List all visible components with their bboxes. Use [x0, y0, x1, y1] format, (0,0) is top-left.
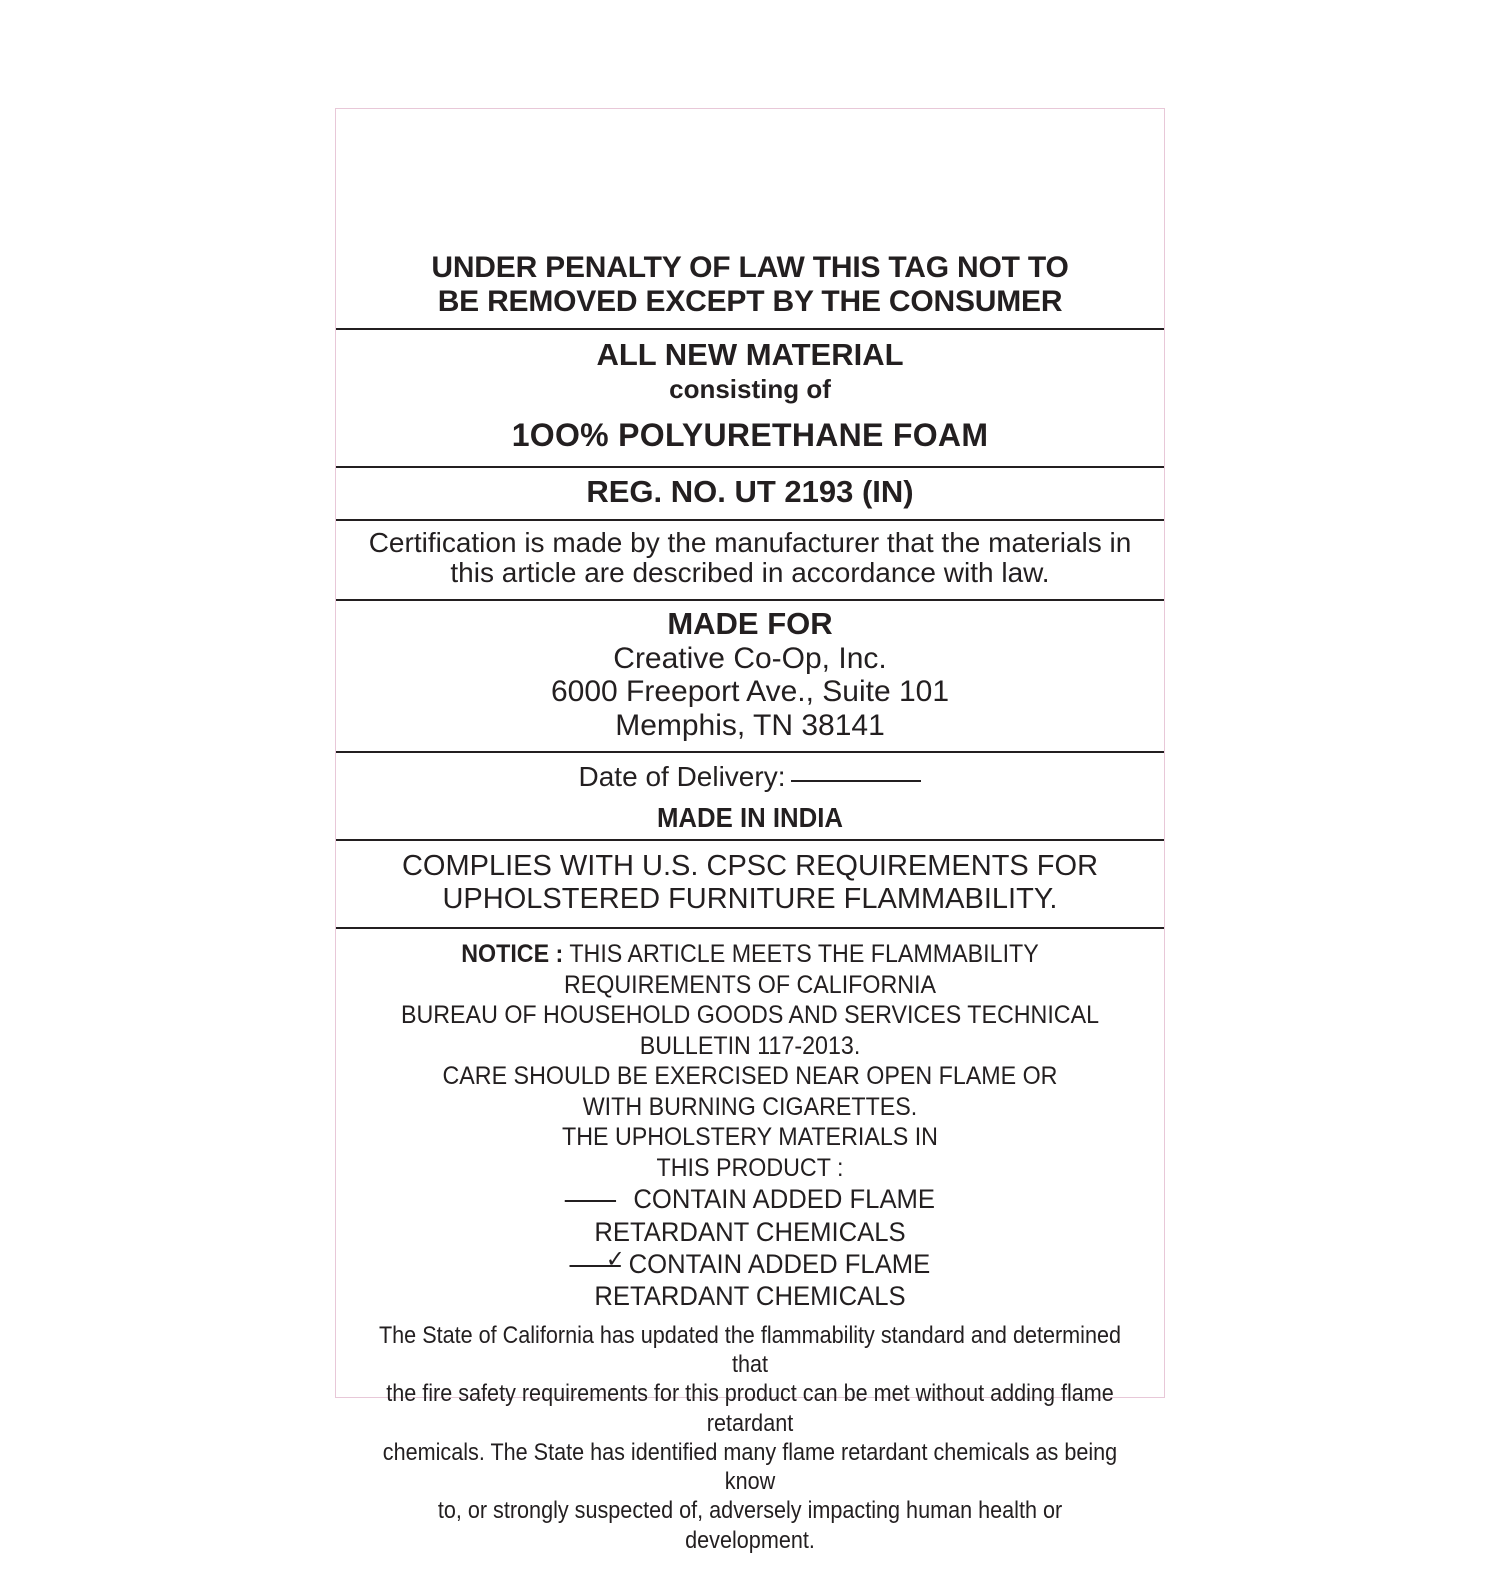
material-composition: 1OO% POLYURETHANE FOAM [511, 417, 989, 454]
registration-number: REG. NO. UT 2193 (IN) [586, 473, 914, 509]
complies-line-2: UPHOLSTERED FURNITURE FLAMMABILITY. [442, 882, 1058, 915]
made-for-city-state-zip: Memphis, TN 38141 [615, 709, 885, 743]
material-section [336, 328, 1164, 466]
delivery-section [336, 751, 1164, 840]
option-2-line-2: RETARDANT CHEMICALS [594, 1281, 906, 1312]
option-1-line-2: RETARDANT CHEMICALS [594, 1216, 906, 1247]
option-contain-row[interactable] [357, 1248, 1144, 1280]
notice-line-5: THE UPHOLSTERY MATERIALS IN [562, 1123, 938, 1152]
option-1-line-1: CONTAIN ADDED FLAME [633, 1184, 936, 1215]
made-in-country: MADE IN INDIA [656, 802, 844, 834]
option-not-contain-row[interactable] [357, 1183, 1144, 1215]
complies-line-1: COMPLIES WITH U.S. CPSC REQUIREMENTS FOR [401, 850, 1099, 883]
date-of-delivery-input[interactable] [791, 779, 921, 782]
notice-label: NOTICE : [461, 940, 564, 969]
notice-line-1: THIS ARTICLE MEETS THE FLAMMABILITY REQUIREMENTS OF CALIFORNIA [563, 940, 1039, 999]
checkbox-blank[interactable] [565, 1199, 616, 1202]
made-for-street: 6000 Freeport Ave., Suite 101 [550, 675, 950, 709]
penalty-line-2: BE REMOVED EXCEPT BY THE CONSUMER [437, 284, 1063, 318]
notice-line-6: THIS PRODUCT : [656, 1153, 844, 1182]
upholstery-law-label [335, 108, 1165, 1554]
paragraph-line-1: The State of California has updated the flammability standard and determined that [378, 1321, 1122, 1379]
label-top-spacer [336, 109, 1164, 251]
made-for-title: MADE FOR [667, 606, 833, 642]
certification-line-2: this article are described in accordance with law. [450, 557, 1050, 589]
registration-section [336, 466, 1164, 519]
material-line-1: ALL NEW MATERIAL [596, 337, 904, 373]
paragraph-line-3: chemicals. The State has identified many flame retardant chemicals as being know [382, 1438, 1118, 1496]
paragraph-line-4: to, or strongly suspected of, adversely impacting human health or development. [437, 1497, 1063, 1554]
made-for-company: Creative Co-Op, Inc. [613, 641, 887, 675]
date-of-delivery-row [336, 761, 1164, 792]
notice-line-3: CARE SHOULD BE EXERCISED NEAR OPEN FLAME OR [442, 1062, 1058, 1091]
checkmark-icon[interactable] [570, 1264, 621, 1267]
date-of-delivery-label: Date of Delivery: [578, 760, 786, 792]
certification-line-1: Certification is made by the manufacturer that the materials in [368, 526, 1132, 558]
notice-line-2: BUREAU OF HOUSEHOLD GOODS AND SERVICES TECHNICAL BULLETIN 117-2013. [400, 1001, 1100, 1060]
complies-section [336, 839, 1164, 927]
notice-heading [365, 939, 1135, 1000]
penalty-section [336, 251, 1164, 328]
penalty-line-1: UNDER PENALTY OF LAW THIS TAG NOT TO [431, 251, 1069, 284]
option-2-line-1: CONTAIN ADDED FLAME [628, 1249, 931, 1280]
certification-section [336, 519, 1164, 600]
paragraph-line-2: the fire safety requirements for this product can be met without adding flame retardant [386, 1380, 1114, 1437]
material-line-2: consisting of [669, 373, 831, 404]
made-for-section [336, 599, 1164, 751]
notice-line-4: WITH BURNING CIGARETTES. [582, 1092, 918, 1121]
notice-section [336, 927, 1164, 1569]
